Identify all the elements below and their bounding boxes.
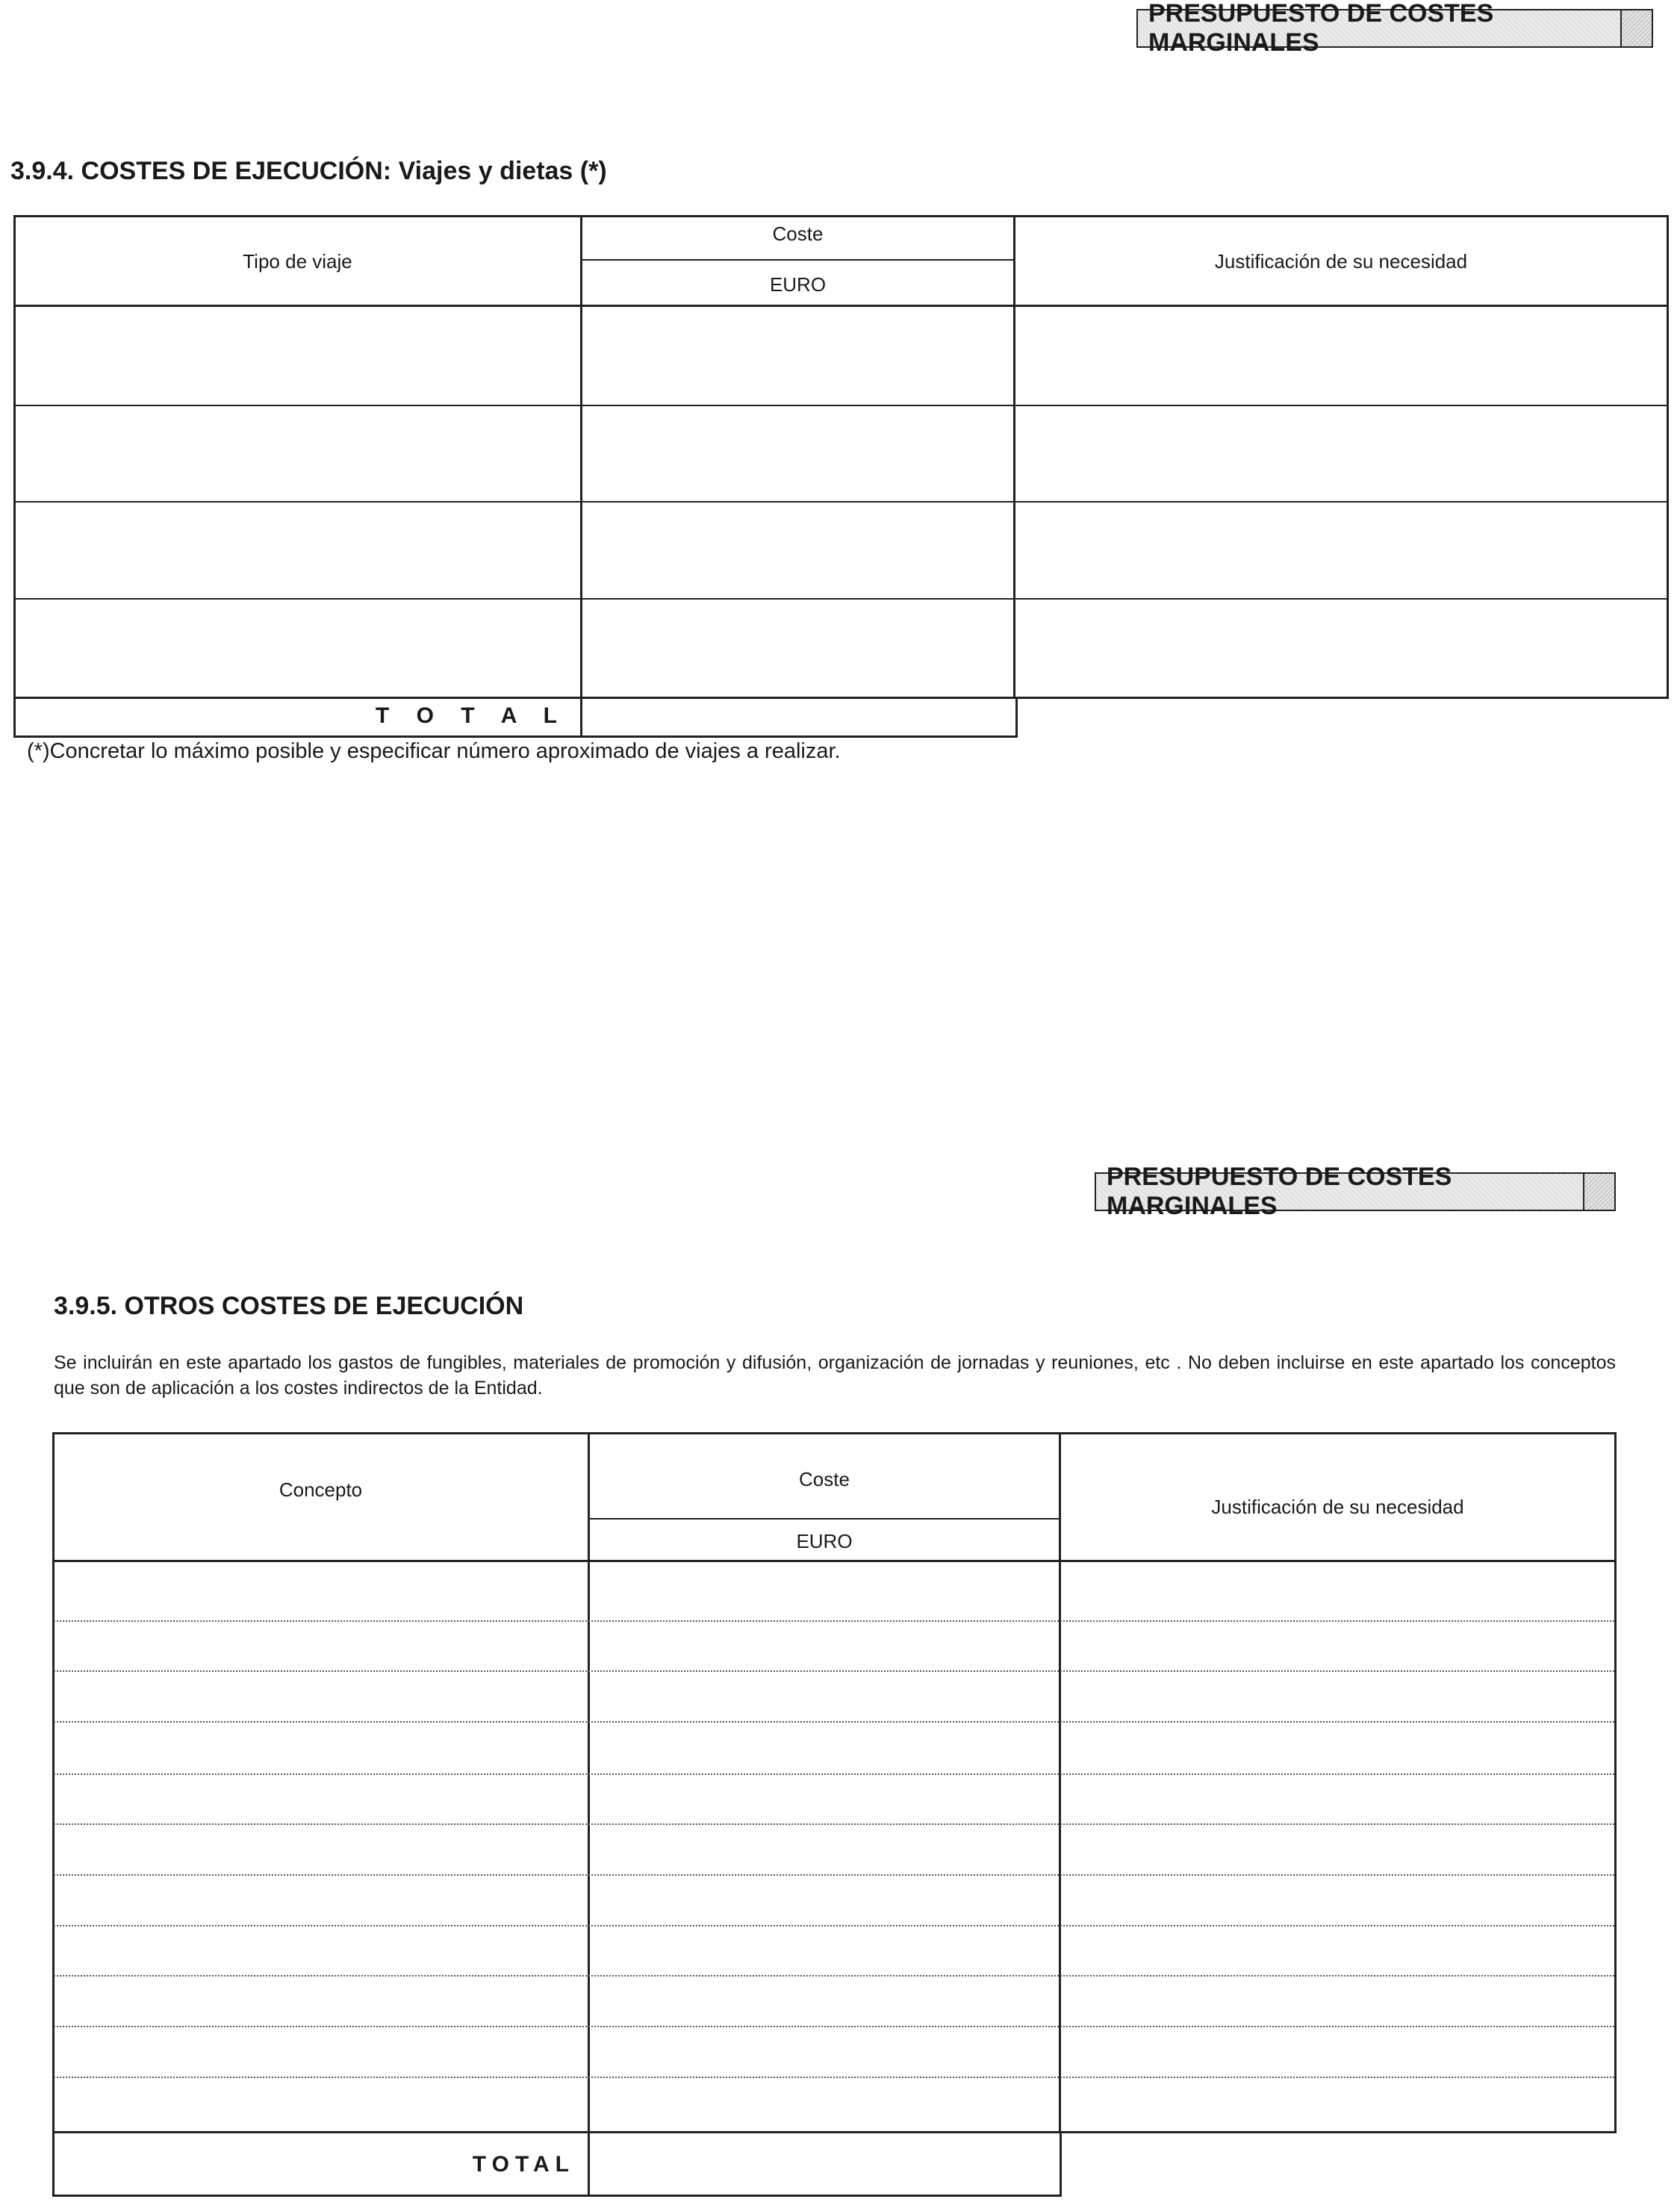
tipo-de-viaje-cell[interactable] — [16, 600, 579, 696]
section-heading: 3.9.4. COSTES DE EJECUCIÓN: Viajes y dietas (*) — [10, 157, 607, 185]
justificacion-cell[interactable] — [1016, 503, 1666, 597]
col-concepto: Concepto — [279, 1478, 363, 1501]
coste-column-cells[interactable] — [591, 1563, 1058, 2130]
coste-cell[interactable] — [583, 600, 1012, 696]
total-label: T O T A L — [375, 703, 567, 728]
col-euro: EURO — [796, 1530, 853, 1552]
total-value-cell[interactable] — [591, 2134, 1060, 2195]
badge-shading — [1583, 1174, 1614, 1210]
col-tipo-de-viaje: Tipo de viaje — [243, 250, 352, 273]
coste-cell[interactable] — [583, 503, 1012, 597]
col-justificacion: Justificación de su necesidad — [1211, 1496, 1464, 1518]
section-heading: 3.9.5. OTROS COSTES DE EJECUCIÓN — [54, 1292, 524, 1320]
row-line — [15, 501, 1667, 503]
total-value-cell[interactable] — [583, 700, 1015, 735]
coste-cell[interactable] — [583, 407, 1012, 500]
tipo-de-viaje-cell[interactable] — [16, 503, 579, 597]
col-coste: Coste — [799, 1468, 850, 1490]
justificacion-column-cells[interactable] — [1062, 1563, 1614, 2130]
row-line — [15, 598, 1667, 600]
coste-euro-divider — [582, 259, 1013, 261]
column-divider — [1059, 1432, 1061, 2133]
col-euro: EURO — [769, 273, 827, 296]
column-divider — [1013, 215, 1015, 699]
section-badge — [1136, 0, 1653, 57]
row-line — [15, 405, 1667, 406]
badge-shading — [1620, 10, 1652, 46]
coste-cell[interactable] — [583, 307, 1012, 404]
justificacion-cell[interactable] — [1016, 407, 1666, 500]
coste-euro-divider — [589, 1518, 1059, 1520]
section-badge — [1095, 1163, 1616, 1220]
justificacion-cell[interactable] — [1016, 307, 1666, 404]
concepto-column-cells[interactable] — [55, 1563, 587, 2130]
tipo-de-viaje-cell[interactable] — [16, 307, 579, 404]
col-coste: Coste — [772, 223, 824, 245]
badge-label: PRESUPUESTO DE COSTES MARGINALES — [1148, 0, 1494, 57]
footnote: (*)Concretar lo máximo posible y especificar número aproximado de viajes a realizar. — [27, 739, 841, 763]
section-description: Se incluirán en este apartado los gastos de fungibles, materiales de promoción y difusión, organización de jornadas y reuniones, etc . No deben incluirse en este apartado los conceptos que son de aplicación a los costes indirectos de la Entidad. — [54, 1352, 1616, 1399]
justificacion-cell[interactable] — [1016, 600, 1666, 696]
col-justificacion: Justificación de su necesidad — [1214, 250, 1468, 273]
tipo-de-viaje-cell[interactable] — [16, 407, 579, 500]
header-bottom-line — [54, 1560, 1614, 1562]
total-label: TOTAL — [472, 2152, 575, 2177]
badge-label: PRESUPUESTO DE COSTES MARGINALES — [1107, 1163, 1452, 1220]
